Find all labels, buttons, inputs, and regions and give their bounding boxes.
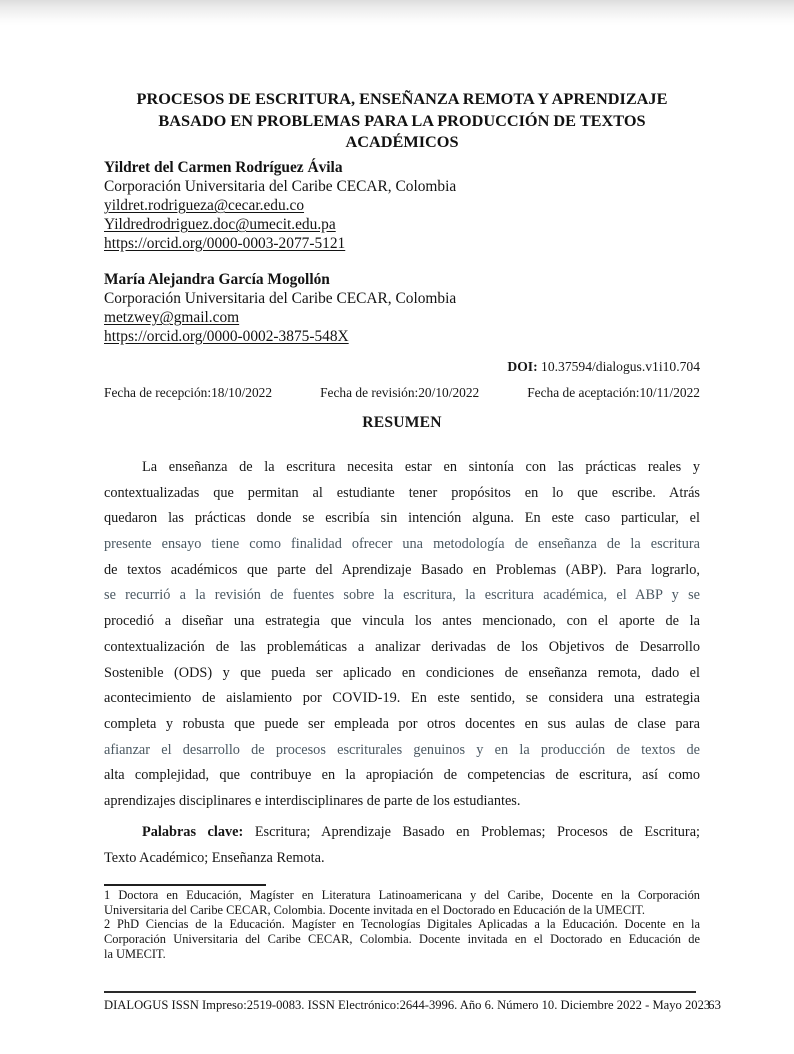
author-block-2 [104, 270, 700, 346]
footnote-line: 1 Doctora en Educación, Magíster en Literatura Latinoamericana y del Caribe, Docente en la Corporación [104, 888, 700, 902]
keywords-text: Escritura; Aprendizaje Basado en Problemas; Procesos de Escritura; [243, 824, 701, 840]
author-block-1 [104, 158, 700, 253]
page-title-line: ACADÉMICOS [345, 132, 459, 152]
footnote-line: 2 PhD Ciencias de la Educación. Magíster en Tecnologías Digitales Aplicadas a la Educación. Docente en la [104, 917, 700, 932]
abstract-line: completa y robusta que puede ser empleada por otros docentes en sus aulas de clase para [104, 715, 700, 732]
author-email-link[interactable]: yildret.rodrigueza@cecar.edu.co [104, 197, 305, 214]
author-affiliation: Corporación Universitaria del Caribe CECAR, Colombia [104, 290, 457, 307]
doi-value: 10.37594/dialogus.v1i10.704 [537, 359, 700, 374]
author-orcid-link[interactable]: https://orcid.org/0000-0003-2077-5121 [104, 235, 346, 252]
abstract-line: procedió a diseñar una estrategia que vincula los antes mencionado, con el aporte de la [104, 613, 700, 630]
abstract-line: quedaron las prácticas donde se escribía sin intención alguna. En este caso particular, el [104, 510, 700, 527]
journal-footer: DIALOGUS ISSN Impreso:2519-0083. ISSN Electrónico:2644-3996. Año 6. Número 10. Diciembre 2022 - Mayo 2023 [104, 998, 711, 1012]
abstract-line: presente ensayo tiene como finalidad ofrecer una metodología de enseñanza de la escritura [104, 536, 700, 553]
abstract-line: contextualización de las problemáticas a analizar derivadas de los Objetivos de Desarrollo [104, 638, 700, 655]
footnote-separator [104, 884, 266, 886]
dates-row [104, 384, 700, 401]
date-acceptance: Fecha de aceptación:10/11/2022 [527, 385, 700, 400]
abstract-line: de textos académicos que parte del Aprendizaje Basado en Problemas (ABP). Para lograrlo, [104, 561, 700, 578]
footer-rule [104, 991, 696, 993]
abstract-line: La enseñanza de la escritura necesita estar en sintonía con las prácticas reales y [142, 459, 700, 475]
footnote-line: la UMECIT. [104, 946, 166, 961]
abstract-line: acontecimiento de aislamiento por COVID-19. En este sentido, se considera una estrategia [104, 690, 700, 707]
abstract-line: aprendizajes disciplinares e interdisciplinares de parte de los estudiantes. [104, 792, 521, 809]
abstract-line: afianzar el desarrollo de procesos escriturales genuinos y en la producción de textos de [104, 741, 700, 758]
abstract-line: contextualizadas que permitan al estudiante tener propósitos en lo que escribe. Atrás [104, 484, 700, 501]
author-affiliation: Corporación Universitaria del Caribe CECAR, Colombia [104, 178, 457, 195]
abstract-line: alta complejidad, que contribuye en la apropiación de competencias de escritura, así como [104, 767, 700, 784]
footnotes-block [104, 888, 700, 962]
page-title-line: BASADO EN PROBLEMAS PARA LA PRODUCCIÓN DE TEXTOS [158, 110, 646, 130]
abstract-line: se recurrió a la revisión de fuentes sobre la escritura, la escritura académica, el ABP y se [104, 587, 700, 604]
author-name: María Alejandra García Mogollón [104, 271, 330, 288]
footnote-line: Corporación Universitaria del Caribe CECAR, Colombia. Docente invitada en el Doctorado en Educación de [104, 932, 700, 947]
page-number: 63 [708, 997, 721, 1012]
keywords-line [104, 820, 700, 846]
keywords-label: Palabras clave: [142, 824, 244, 840]
keywords-block [104, 820, 700, 871]
page-title [104, 88, 700, 153]
abstract-body [104, 455, 700, 815]
date-revision: Fecha de revisión:20/10/2022 [320, 385, 480, 400]
author-orcid-link[interactable]: https://orcid.org/0000-0002-3875-548X [104, 328, 349, 345]
author-email-link[interactable]: metzwey@gmail.com [104, 309, 240, 326]
doi-label: DOI: [507, 359, 538, 374]
page-title-line: PROCESOS DE ESCRITURA, ENSEÑANZA REMOTA Y APRENDIZAJE [136, 89, 668, 108]
keywords-text: Texto Académico; Enseñanza Remota. [104, 849, 325, 866]
doi-row [104, 358, 700, 375]
footnote-line: Universitaria del Caribe CECAR, Colombia. Docente invitada en el Doctorado en Educación de la UMECIT. [104, 902, 646, 917]
date-reception: Fecha de recepción:18/10/2022 [104, 385, 273, 400]
page-content [104, 0, 721, 1054]
abstract-line: Sostenible (ODS) y que pueda ser aplicado en condiciones de enseñanza remota, dado el [104, 664, 700, 681]
author-name: Yildret del Carmen Rodríguez Ávila [104, 159, 343, 176]
abstract-heading: RESUMEN [362, 414, 442, 431]
author-email-link[interactable]: Yildredrodriguez.doc@umecit.edu.pa [104, 216, 336, 233]
